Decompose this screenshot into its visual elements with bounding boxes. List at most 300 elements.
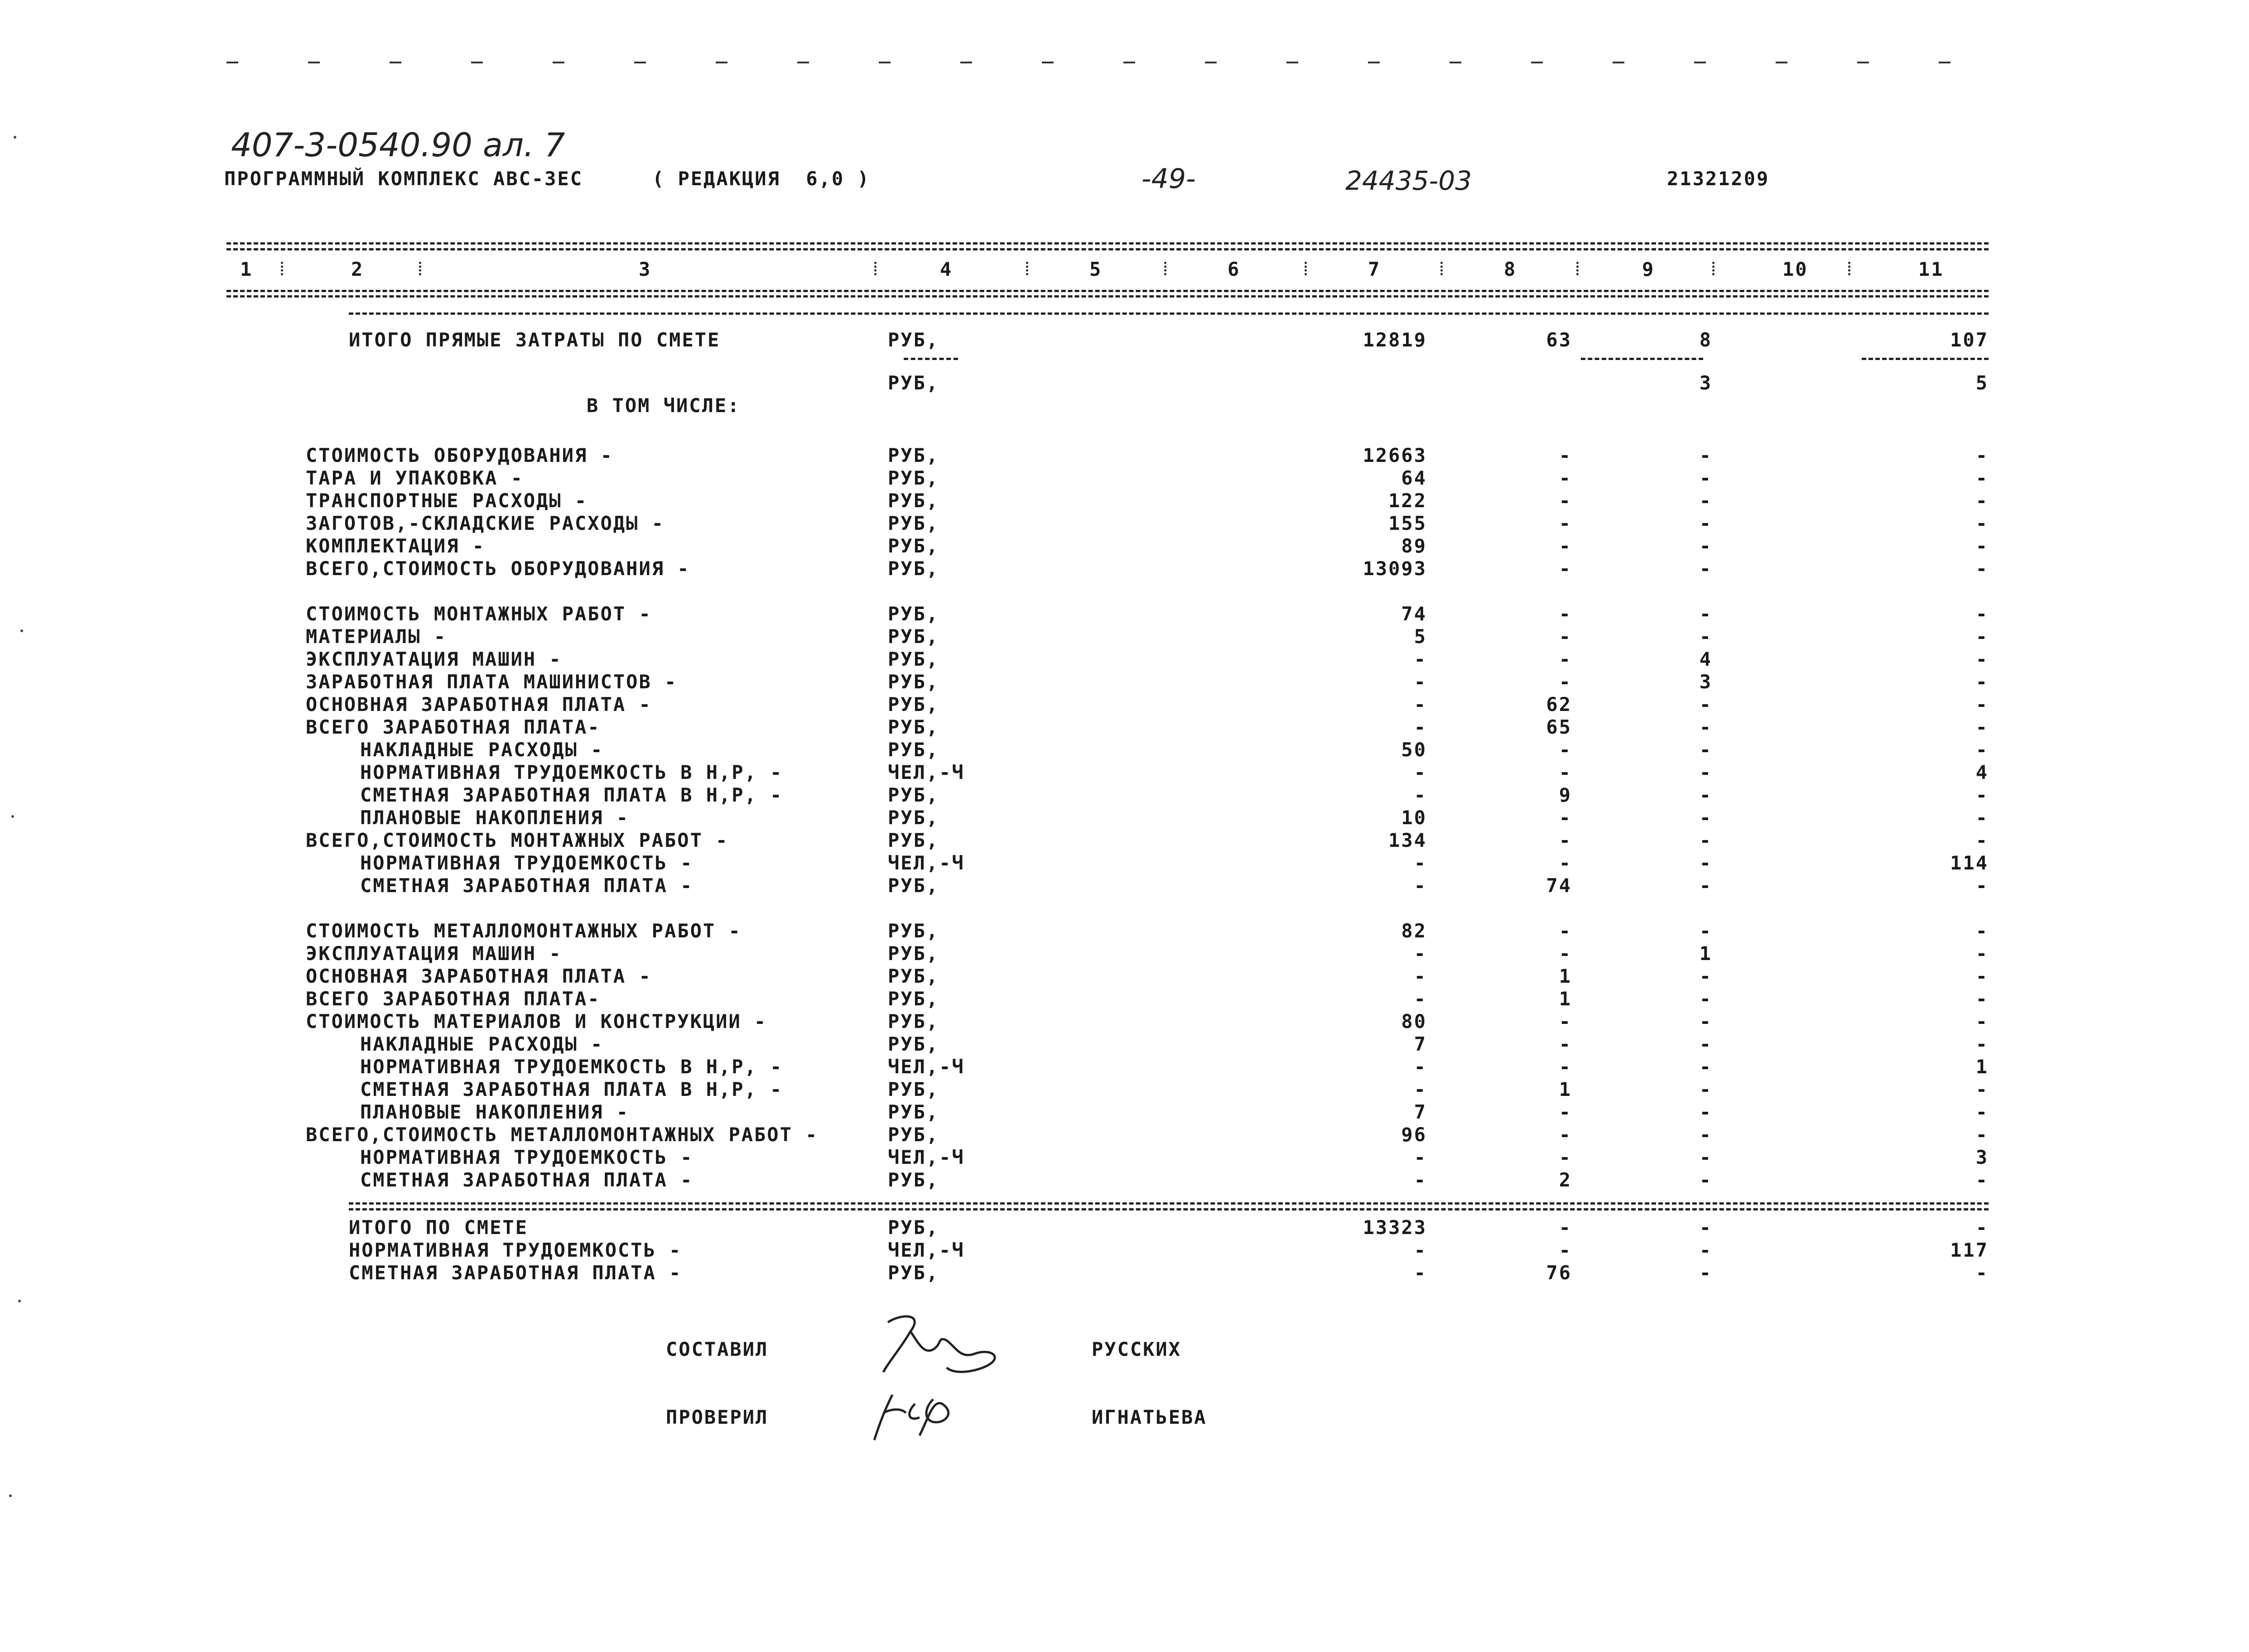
table-row xyxy=(0,1216,2249,1239)
row-unit: РУБ, xyxy=(888,807,939,829)
page-number: -49- xyxy=(1141,163,1196,195)
row-label: ЭКСПЛУАТАЦИЯ МАШИН - xyxy=(306,942,562,965)
table-row xyxy=(0,371,2249,395)
table-row xyxy=(0,874,2249,898)
cell-col-8: 2 xyxy=(1559,1169,1572,1191)
cell-col-8: - xyxy=(1559,467,1572,489)
row-label: ВСЕГО ЗАРАБОТНАЯ ПЛАТА- xyxy=(306,988,601,1010)
column-separator xyxy=(1440,262,1445,275)
cell-col-11: - xyxy=(1975,490,1989,512)
row-unit: РУБ, xyxy=(888,716,939,738)
cell-col-11: - xyxy=(1975,603,1989,625)
column-separator xyxy=(1712,262,1717,275)
table-row xyxy=(0,1239,2249,1262)
column-header-5: 5 xyxy=(1089,258,1103,280)
scan-speck xyxy=(18,1300,21,1302)
cell-col-9: - xyxy=(1699,1169,1712,1191)
row-label: ВСЕГО ЗАРАБОТНАЯ ПЛАТА- xyxy=(306,716,601,738)
cell-col-8: - xyxy=(1559,603,1572,625)
row-label: СТОИМОСТЬ ОБОРУДОВАНИЯ - xyxy=(306,444,613,466)
subtotal-underline-c11 xyxy=(1862,358,1989,360)
section-rule xyxy=(349,312,1989,315)
cell-col-9: 3 xyxy=(1699,372,1712,394)
row-unit: РУБ, xyxy=(888,557,939,580)
cell-col-11: - xyxy=(1975,1216,1989,1239)
table-row xyxy=(0,557,2249,581)
cell-col-8: 76 xyxy=(1546,1262,1572,1284)
cell-col-7: 12663 xyxy=(1363,444,1427,466)
row-label: ТРАНСПОРТНЫЕ РАСХОДЫ - xyxy=(306,490,588,512)
top-dash-mark xyxy=(1368,62,1380,63)
cell-col-11: - xyxy=(1975,648,1989,670)
cell-col-11: - xyxy=(1975,874,1989,897)
cell-col-8: - xyxy=(1559,1010,1572,1032)
cell-col-7: - xyxy=(1414,671,1427,693)
cell-col-11: - xyxy=(1975,829,1989,851)
cell-col-11: - xyxy=(1975,965,1989,987)
top-dash-mark xyxy=(1531,62,1543,63)
cell-col-8: 63 xyxy=(1546,329,1572,351)
cell-col-8: - xyxy=(1559,739,1572,761)
top-dash-mark xyxy=(879,62,891,63)
row-unit: РУБ, xyxy=(888,988,939,1010)
cell-col-9: 4 xyxy=(1699,648,1712,670)
cell-col-7: 13093 xyxy=(1363,557,1427,580)
column-header-7: 7 xyxy=(1368,258,1381,280)
cell-col-9: - xyxy=(1699,761,1712,783)
row-unit: РУБ, xyxy=(888,671,939,693)
cell-col-8: - xyxy=(1559,761,1572,783)
cell-col-8: 9 xyxy=(1559,784,1572,806)
column-separator xyxy=(1305,262,1310,275)
cell-col-7: - xyxy=(1414,648,1427,670)
scan-speck xyxy=(9,1494,12,1497)
cell-col-9: 1 xyxy=(1699,942,1712,965)
totals-rule xyxy=(349,1202,1989,1205)
cell-col-7: 80 xyxy=(1401,1010,1427,1032)
header-top-rule xyxy=(226,242,1989,245)
cell-col-9: - xyxy=(1699,988,1712,1010)
cell-col-11: - xyxy=(1975,1033,1989,1055)
cell-col-8: - xyxy=(1559,625,1572,648)
column-header-3: 3 xyxy=(639,258,652,280)
row-unit: РУБ, xyxy=(888,965,939,987)
row-label: ИТОГО ПО СМЕТЕ xyxy=(349,1216,529,1239)
table-row xyxy=(0,1032,2249,1056)
cell-col-9: - xyxy=(1699,535,1712,557)
table-row xyxy=(0,987,2249,1011)
row-label: ВСЕГО,СТОИМОСТЬ ОБОРУДОВАНИЯ - xyxy=(306,557,690,580)
cell-col-8: 1 xyxy=(1559,965,1572,987)
cell-col-11: - xyxy=(1975,716,1989,738)
cell-col-7: - xyxy=(1414,852,1427,874)
checked-signature xyxy=(865,1386,983,1445)
cell-col-7: - xyxy=(1414,1056,1427,1078)
cell-col-9: - xyxy=(1699,1101,1712,1123)
column-header-2: 2 xyxy=(351,258,364,280)
cell-col-11: - xyxy=(1975,942,1989,965)
cell-col-7: 64 xyxy=(1401,467,1427,489)
cell-col-11: 4 xyxy=(1975,761,1989,783)
cell-col-8: - xyxy=(1559,648,1572,670)
row-unit: РУБ, xyxy=(888,1033,939,1055)
table-row xyxy=(0,1146,2249,1169)
table-row xyxy=(0,648,2249,671)
column-header-11: 11 xyxy=(1918,258,1944,280)
column-separator xyxy=(1164,262,1169,275)
cell-col-11: - xyxy=(1975,1262,1989,1284)
cell-col-11: - xyxy=(1975,467,1989,489)
cell-col-11: - xyxy=(1975,557,1989,580)
top-dash-mark xyxy=(390,62,401,63)
cell-col-8: - xyxy=(1559,1146,1572,1168)
table-row xyxy=(0,1168,2249,1192)
cell-col-9: - xyxy=(1699,829,1712,851)
cell-col-11: - xyxy=(1975,1010,1989,1032)
compiled-by-name: РУССКИХ xyxy=(1092,1338,1182,1360)
cell-col-9: 8 xyxy=(1699,329,1712,351)
column-separator xyxy=(419,262,424,275)
cell-col-7: - xyxy=(1414,1262,1427,1284)
cell-col-11: - xyxy=(1975,512,1989,534)
cell-col-7: 82 xyxy=(1401,920,1427,942)
table-row xyxy=(0,965,2249,988)
cell-col-8: 1 xyxy=(1559,988,1572,1010)
header-bottom-rule xyxy=(226,290,1989,292)
subtotal-underline-c9 xyxy=(1581,358,1703,360)
column-separator xyxy=(1576,262,1581,275)
cell-col-11: 3 xyxy=(1975,1146,1989,1168)
cell-col-9: - xyxy=(1699,920,1712,942)
row-unit: РУБ, xyxy=(888,1216,939,1239)
row-unit: ЧЕЛ,-Ч xyxy=(888,761,965,783)
row-label: ПЛАНОВЫЕ НАКОПЛЕНИЯ - xyxy=(360,807,630,829)
row-unit: РУБ, xyxy=(888,512,939,534)
cell-col-7: - xyxy=(1414,1239,1427,1261)
cell-col-7: 155 xyxy=(1388,512,1427,534)
cell-col-11: 1 xyxy=(1975,1056,1989,1078)
row-label: НОРМАТИВНАЯ ТРУДОЕМКОСТЬ - xyxy=(349,1239,682,1261)
cell-col-11: - xyxy=(1975,625,1989,648)
cell-col-8: - xyxy=(1559,1033,1572,1055)
cell-col-8: - xyxy=(1559,512,1572,534)
cell-col-9: - xyxy=(1699,467,1712,489)
top-dash-mark xyxy=(1205,62,1217,63)
row-label: НОРМАТИВНАЯ ТРУДОЕМКОСТЬ В Н,Р, - xyxy=(360,1056,783,1078)
table-row xyxy=(0,670,2249,694)
cell-col-7: - xyxy=(1414,761,1427,783)
cell-col-9: - xyxy=(1699,716,1712,738)
top-dash-mark xyxy=(1776,62,1787,63)
row-unit: РУБ, xyxy=(888,874,939,897)
row-unit: РУБ, xyxy=(888,739,939,761)
cell-col-7: - xyxy=(1414,1078,1427,1100)
top-dash-mark xyxy=(716,62,727,63)
row-unit: РУБ, xyxy=(888,942,939,965)
cell-col-7: 89 xyxy=(1401,535,1427,557)
row-label: СТОИМОСТЬ МАТЕРИАЛОВ И КОНСТРУКЦИИ - xyxy=(306,1010,767,1032)
cell-col-7: - xyxy=(1414,784,1427,806)
cell-col-11: - xyxy=(1975,784,1989,806)
row-label: ОСНОВНАЯ ЗАРАБОТНАЯ ПЛАТА - xyxy=(306,965,652,987)
cell-col-7: 50 xyxy=(1401,739,1427,761)
top-dash-mark xyxy=(1450,62,1461,63)
row-unit: РУБ, xyxy=(888,372,939,394)
table-row xyxy=(0,1123,2249,1147)
table-row xyxy=(0,942,2249,965)
cell-col-8: - xyxy=(1559,444,1572,466)
table-row xyxy=(0,829,2249,852)
cell-col-9: - xyxy=(1699,1056,1712,1078)
cell-col-8: 62 xyxy=(1546,693,1572,716)
row-label: ЭКСПЛУАТАЦИЯ МАШИН - xyxy=(306,648,562,670)
row-label: ТАРА И УПАКОВКА - xyxy=(306,467,524,489)
top-dash-mark xyxy=(1123,62,1135,63)
cell-col-8: - xyxy=(1559,852,1572,874)
cell-col-7: 7 xyxy=(1414,1033,1427,1055)
cell-col-11: 114 xyxy=(1950,852,1989,874)
table-row xyxy=(0,466,2249,490)
cell-col-9: - xyxy=(1699,852,1712,874)
cell-col-11: - xyxy=(1975,739,1989,761)
row-label: ВСЕГО,СТОИМОСТЬ МЕТАЛЛОМОНТАЖНЫХ РАБОТ - xyxy=(306,1124,819,1146)
top-dash-mark xyxy=(1939,62,1950,63)
cell-col-11: 117 xyxy=(1950,1239,1989,1261)
cell-col-9: - xyxy=(1699,807,1712,829)
cell-col-7: 134 xyxy=(1388,829,1427,851)
table-row xyxy=(0,738,2249,762)
top-dash-mark xyxy=(308,62,320,63)
table-row xyxy=(0,761,2249,784)
program-edition: ( РЕДАКЦИЯ 6,0 ) xyxy=(652,168,870,190)
table-row xyxy=(0,1010,2249,1033)
cell-col-7: 96 xyxy=(1401,1124,1427,1146)
row-unit: РУБ, xyxy=(888,920,939,942)
cell-col-11: - xyxy=(1975,920,1989,942)
row-unit: РУБ, xyxy=(888,784,939,806)
table-row xyxy=(0,716,2249,739)
top-dash-mark xyxy=(1286,62,1298,63)
column-header-6: 6 xyxy=(1228,258,1241,280)
row-unit: РУБ, xyxy=(888,829,939,851)
cell-col-9: - xyxy=(1699,965,1712,987)
row-unit: ЧЕЛ,-Ч xyxy=(888,852,965,874)
row-label: ЗАРАБОТНАЯ ПЛАТА МАШИНИСТОВ - xyxy=(306,671,678,693)
table-row xyxy=(0,806,2249,830)
row-label: ВСЕГО,СТОИМОСТЬ МОНТАЖНЫХ РАБОТ - xyxy=(306,829,729,851)
cell-col-9: - xyxy=(1699,557,1712,580)
handwritten-reference: 407-3-0540.90 ал. 7 xyxy=(231,126,565,164)
compiled-signature xyxy=(870,1304,1015,1381)
cell-col-7: - xyxy=(1414,988,1427,1010)
compiled-by-label: СОСТАВИЛ xyxy=(666,1338,769,1360)
cell-col-11: - xyxy=(1975,444,1989,466)
row-unit: РУБ, xyxy=(888,603,939,625)
cell-col-8: - xyxy=(1559,1101,1572,1123)
table-row xyxy=(0,919,2249,943)
row-label: СМЕТНАЯ ЗАРАБОТНАЯ ПЛАТА - xyxy=(360,874,693,897)
row-unit: РУБ, xyxy=(888,1010,939,1032)
cell-col-8: 1 xyxy=(1559,1078,1572,1100)
top-dash-mark xyxy=(226,62,238,63)
row-label: ЗАГОТОВ,-СКЛАДСКИЕ РАСХОДЫ - xyxy=(306,512,665,534)
cell-col-11: - xyxy=(1975,1078,1989,1100)
row-unit: РУБ, xyxy=(888,648,939,670)
top-dash-mark xyxy=(553,62,564,63)
row-label: ПЛАНОВЫЕ НАКОПЛЕНИЯ - xyxy=(360,1101,630,1123)
row-label: СМЕТНАЯ ЗАРАБОТНАЯ ПЛАТА - xyxy=(349,1262,682,1284)
row-unit: ЧЕЛ,-Ч xyxy=(888,1146,965,1168)
row-label: НОРМАТИВНАЯ ТРУДОЕМКОСТЬ - xyxy=(360,1146,693,1168)
column-header-1: 1 xyxy=(240,258,253,280)
cell-col-7: 13323 xyxy=(1363,1216,1427,1239)
table-row xyxy=(0,394,2249,418)
cell-col-9: - xyxy=(1699,1078,1712,1100)
row-unit: РУБ, xyxy=(888,535,939,557)
cell-col-9: - xyxy=(1699,1262,1712,1284)
cell-col-8: - xyxy=(1559,920,1572,942)
table-row xyxy=(0,625,2249,648)
row-unit: РУБ, xyxy=(888,490,939,512)
top-dash-mark xyxy=(960,62,972,63)
checked-by-label: ПРОВЕРИЛ xyxy=(666,1406,769,1428)
column-separator xyxy=(281,262,286,275)
document-code: 24435-03 xyxy=(1345,165,1472,196)
cell-col-8: - xyxy=(1559,807,1572,829)
row-unit: РУБ, xyxy=(888,1078,939,1100)
table-row xyxy=(0,783,2249,807)
cell-col-9: - xyxy=(1699,1124,1712,1146)
cell-col-8: 65 xyxy=(1546,716,1572,738)
row-label: СТОИМОСТЬ МЕТАЛЛОМОНТАЖНЫХ РАБОТ - xyxy=(306,920,742,942)
cell-col-7: - xyxy=(1414,965,1427,987)
top-dash-mark xyxy=(634,62,646,63)
row-label: ИТОГО ПРЯМЫЕ ЗАТРАТЫ ПО СМЕТЕ xyxy=(349,329,721,351)
cell-col-8: - xyxy=(1559,1216,1572,1239)
table-row xyxy=(0,328,2249,352)
column-header-4: 4 xyxy=(940,258,953,280)
top-dash-mark xyxy=(1857,62,1869,63)
top-dash-mark xyxy=(1613,62,1624,63)
cell-col-11: 107 xyxy=(1950,329,1989,351)
cell-col-9: - xyxy=(1699,1010,1712,1032)
cell-col-9: - xyxy=(1699,512,1712,534)
cell-col-9: - xyxy=(1699,1216,1712,1239)
cell-col-9: - xyxy=(1699,490,1712,512)
row-label: ОСНОВНАЯ ЗАРАБОТНАЯ ПЛАТА - xyxy=(306,693,652,716)
table-row xyxy=(0,1078,2249,1101)
table-row xyxy=(0,693,2249,716)
row-unit: РУБ, xyxy=(888,625,939,648)
cell-col-7: 5 xyxy=(1414,625,1427,648)
row-unit: РУБ, xyxy=(888,329,939,351)
header-bottom-rule-2 xyxy=(226,295,1989,298)
cell-col-11: - xyxy=(1975,807,1989,829)
cell-col-7: 74 xyxy=(1401,603,1427,625)
row-label: СТОИМОСТЬ МОНТАЖНЫХ РАБОТ - xyxy=(306,603,652,625)
cell-col-9: - xyxy=(1699,784,1712,806)
cell-col-8: - xyxy=(1559,557,1572,580)
cell-col-7: 122 xyxy=(1388,490,1427,512)
column-header-8: 8 xyxy=(1504,258,1517,280)
checked-by-name: ИГНАТЬЕВА xyxy=(1092,1406,1207,1428)
cell-col-7: - xyxy=(1414,942,1427,965)
column-header-10: 10 xyxy=(1782,258,1808,280)
cell-col-7: - xyxy=(1414,1169,1427,1191)
cell-col-8: - xyxy=(1559,1239,1572,1261)
row-unit: РУБ, xyxy=(888,693,939,716)
row-label: СМЕТНАЯ ЗАРАБОТНАЯ ПЛАТА - xyxy=(360,1169,693,1191)
totals-rule-2 xyxy=(349,1208,1989,1210)
table-row xyxy=(0,444,2249,467)
cell-col-8: - xyxy=(1559,1124,1572,1146)
top-dash-mark xyxy=(1042,62,1054,63)
row-unit: РУБ, xyxy=(888,1169,939,1191)
cell-col-11: - xyxy=(1975,1124,1989,1146)
table-row xyxy=(0,534,2249,558)
cell-col-9: - xyxy=(1699,444,1712,466)
cell-col-9: - xyxy=(1699,1239,1712,1261)
cell-col-11: - xyxy=(1975,535,1989,557)
column-separator xyxy=(874,262,879,275)
cell-col-9: - xyxy=(1699,625,1712,648)
table-row xyxy=(0,489,2249,513)
row-label: СМЕТНАЯ ЗАРАБОТНАЯ ПЛАТА В Н,Р, - xyxy=(360,1078,783,1100)
row-unit: ЧЕЛ,-Ч xyxy=(888,1239,965,1261)
scan-speck xyxy=(20,629,23,632)
object-code: 21321209 xyxy=(1667,168,1770,190)
cell-col-8: 74 xyxy=(1546,874,1572,897)
cell-col-7: 12819 xyxy=(1363,329,1427,351)
program-name: ПРОГРАММНЫЙ КОМПЛЕКС АВС-3ЕС xyxy=(224,168,583,190)
cell-col-7: - xyxy=(1414,693,1427,716)
table-row xyxy=(0,512,2249,535)
row-label: КОМПЛЕКТАЦИЯ - xyxy=(306,535,486,557)
cell-col-7: 7 xyxy=(1414,1101,1427,1123)
row-label: СМЕТНАЯ ЗАРАБОТНАЯ ПЛАТА В Н,Р, - xyxy=(360,784,783,806)
column-header-9: 9 xyxy=(1642,258,1655,280)
scan-speck xyxy=(14,136,16,139)
cell-col-8: - xyxy=(1559,490,1572,512)
row-label: НАКЛАДНЫЕ РАСХОДЫ - xyxy=(360,1033,604,1055)
cell-col-7: - xyxy=(1414,1146,1427,1168)
row-label: НОРМАТИВНАЯ ТРУДОЕМКОСТЬ - xyxy=(360,852,693,874)
cell-col-7: 10 xyxy=(1401,807,1427,829)
cell-col-9: - xyxy=(1699,693,1712,716)
subtotal-underline-c4 xyxy=(904,358,958,360)
table-row xyxy=(0,602,2249,626)
table-row xyxy=(0,1261,2249,1285)
cell-col-7: - xyxy=(1414,874,1427,897)
cell-col-7: - xyxy=(1414,716,1427,738)
row-unit: РУБ, xyxy=(888,1262,939,1284)
row-label: МАТЕРИАЛЫ - xyxy=(306,625,447,648)
column-separator xyxy=(1026,262,1031,275)
cell-col-11: - xyxy=(1975,1101,1989,1123)
cell-col-8: - xyxy=(1559,1056,1572,1078)
top-dash-mark xyxy=(1694,62,1706,63)
row-unit: ЧЕЛ,-Ч xyxy=(888,1056,965,1078)
top-dash-mark xyxy=(471,62,483,63)
cell-col-9: - xyxy=(1699,603,1712,625)
row-label: В ТОМ ЧИСЛЕ: xyxy=(587,394,741,417)
cell-col-11: 5 xyxy=(1975,372,1989,394)
cell-col-9: - xyxy=(1699,1146,1712,1168)
row-unit: РУБ, xyxy=(888,1101,939,1123)
cell-col-8: - xyxy=(1559,535,1572,557)
cell-col-11: - xyxy=(1975,693,1989,716)
table-row xyxy=(0,1055,2249,1079)
